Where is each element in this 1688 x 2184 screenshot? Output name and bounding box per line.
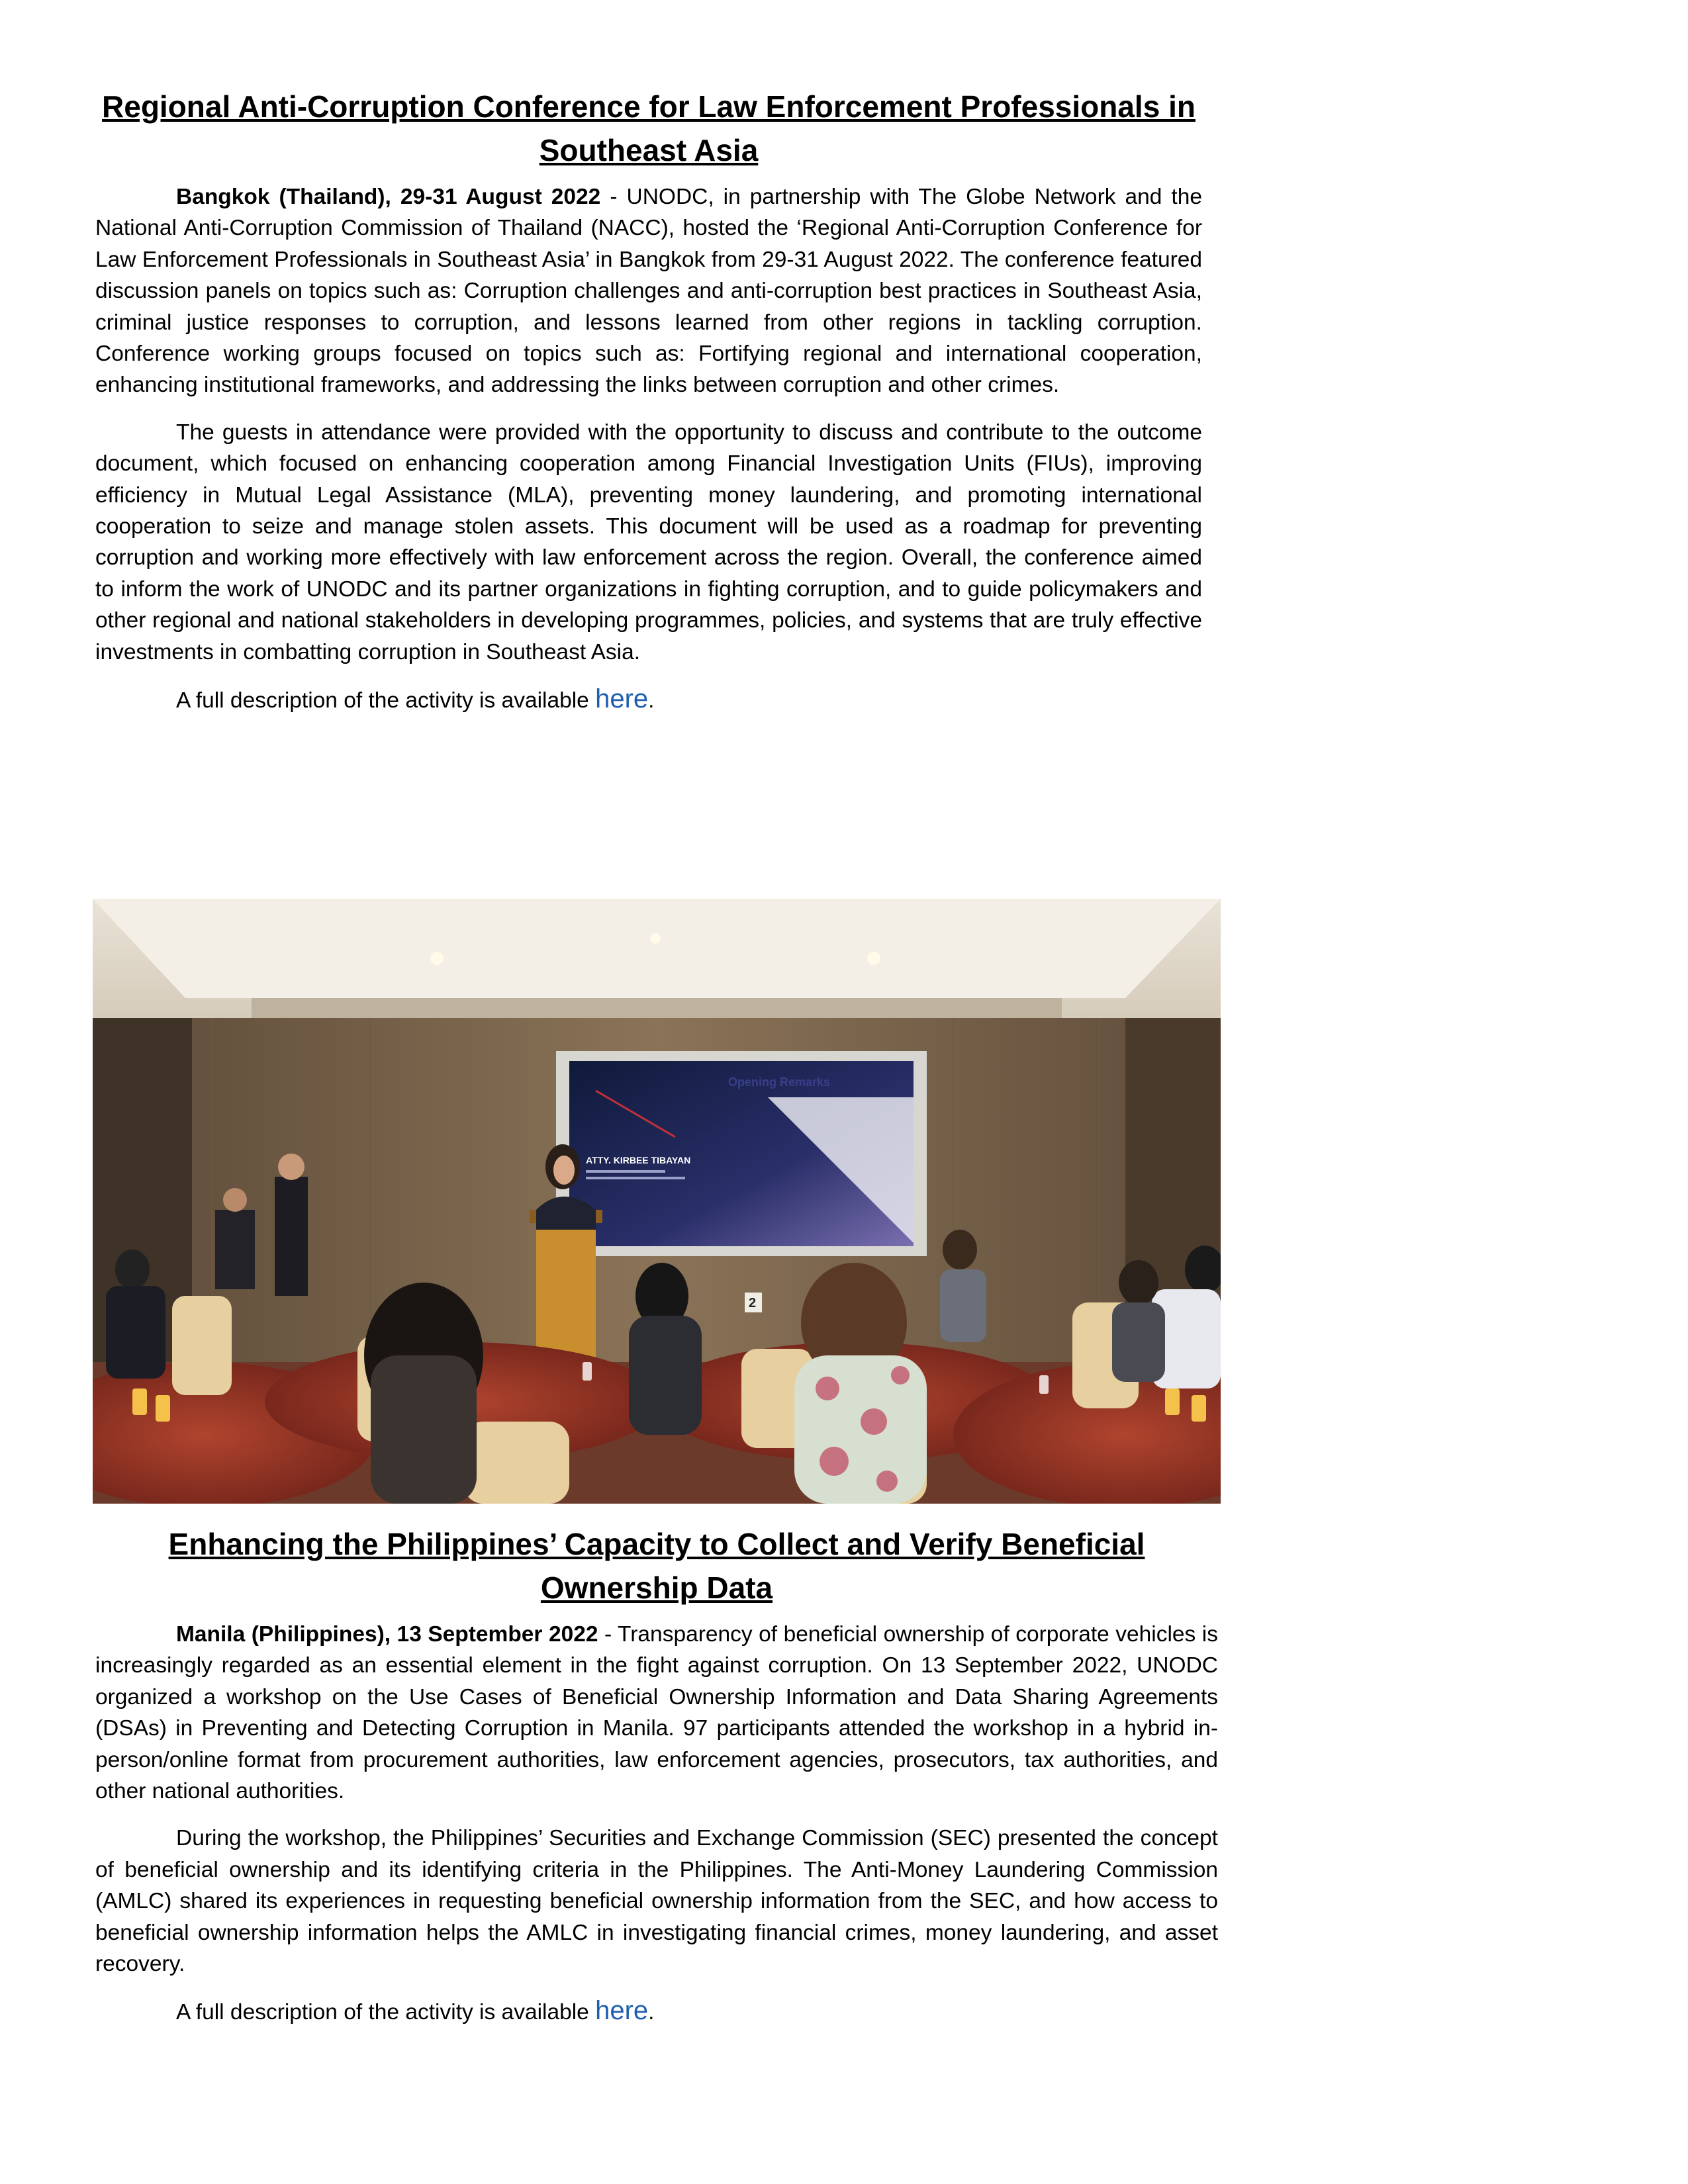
slide-title: Opening Remarks — [728, 1075, 831, 1089]
more-info-text: A full description of the activity is available — [176, 2000, 596, 2025]
paragraph-1-text: - Transparency of beneficial ownership of corporate vehicles is increasingly regarded as an essential element in the fight against corruption. On 13 September 2022, UNODC organized a workshop on the Use Cases of Beneficial Ownership Information and Data Sharing Agreements (DSAs) in Preventing and Detecting Corruption in Manila. 97 participants attended the workshop in a hybrid in-person/online format from procurement authorities, law enforcement agencies, prosecutors, tax authorities, and other national authorities. — [95, 1622, 1218, 1804]
title-line-2: Ownership Data — [540, 1570, 773, 1605]
conference-photo — [93, 899, 1221, 1504]
dateline: Bangkok (Thailand), 29-31 August 2022 — [176, 185, 601, 209]
slide-speaker-name: ATTY. KIRBEE TIBAYAN — [586, 1155, 691, 1165]
title-line-1: Regional Anti-Corruption Conference for Law Enforcement Professionals in — [102, 89, 1196, 124]
more-info-text: A full description of the activity is available — [176, 688, 596, 713]
paragraph-2: The guests in attendance were provided with the opportunity to discuss and contribute to the outcome document, which focused on enhancing cooperation among Financial Investigation Units (FIUs), improving efficiency in Mutual Legal Assistance (MLA), preventing money laundering, and promoting international cooperation to seize and manage stolen assets. This document will be used as a roadmap for preventing corruption and working more effectively with law enforcement across the region. Overall, the conference aimed to inform the work of UNODC and its partner organizations in fighting corruption, and to guide policymakers and other regional and national stakeholders in developing programmes, policies, and systems that are truly effective investments in combatting corruption in Southeast Asia. — [95, 420, 1202, 664]
article-regional-conference — [95, 85, 1202, 717]
title-line-1: Enhancing the Philippines’ Capacity to Collect and Verify Beneficial — [168, 1527, 1145, 1561]
more-info-line — [95, 684, 1202, 716]
title-line-2: Southeast Asia — [539, 133, 759, 167]
dateline: Manila (Philippines), 13 September 2022 — [176, 1622, 598, 1647]
here-link[interactable]: here — [595, 1996, 649, 2026]
more-info-period: . — [648, 2000, 655, 2025]
article-philippines-beneficial-ownership — [95, 1522, 1218, 2028]
more-info-line — [95, 1995, 1218, 2028]
paragraph-1 — [95, 181, 1202, 401]
paragraph-1-text: - UNODC, in partnership with The Globe Network and the National Anti-Corruption Commission of Thailand (NACC), hosted the ‘Regional Anti-Corruption Conference for Law Enforcement Professionals in Southeast Asia’ in Bangkok from 29-31 August 2022. The conference featured discussion panels on topics such as: Corruption challenges and anti-corruption best practices in Southeast Asia, criminal justice responses to corruption, and lessons learned from other regions in tackling corruption. Conference working groups focused on topics such as: Fortifying regional and international cooperation, enhancing institutional frameworks, and addressing the links between corruption and other crimes. — [95, 185, 1202, 398]
article-title — [95, 85, 1202, 172]
more-info-period: . — [648, 688, 655, 713]
table-number-card: 2 — [749, 1296, 757, 1310]
here-link[interactable]: here — [595, 684, 649, 714]
article-title — [95, 1522, 1218, 1610]
paragraph-1 — [95, 1619, 1218, 1807]
paragraph-2: During the workshop, the Philippines’ Securities and Exchange Commission (SEC) presented the concept of beneficial ownership and its identifying criteria in the Philippines. The Anti-Money Laundering Commission (AMLC) shared its experiences in requesting beneficial ownership information from the SEC, and how access to beneficial ownership information helps the AMLC in investigating financial crimes, money laundering, and asset recovery. — [95, 1826, 1218, 1977]
